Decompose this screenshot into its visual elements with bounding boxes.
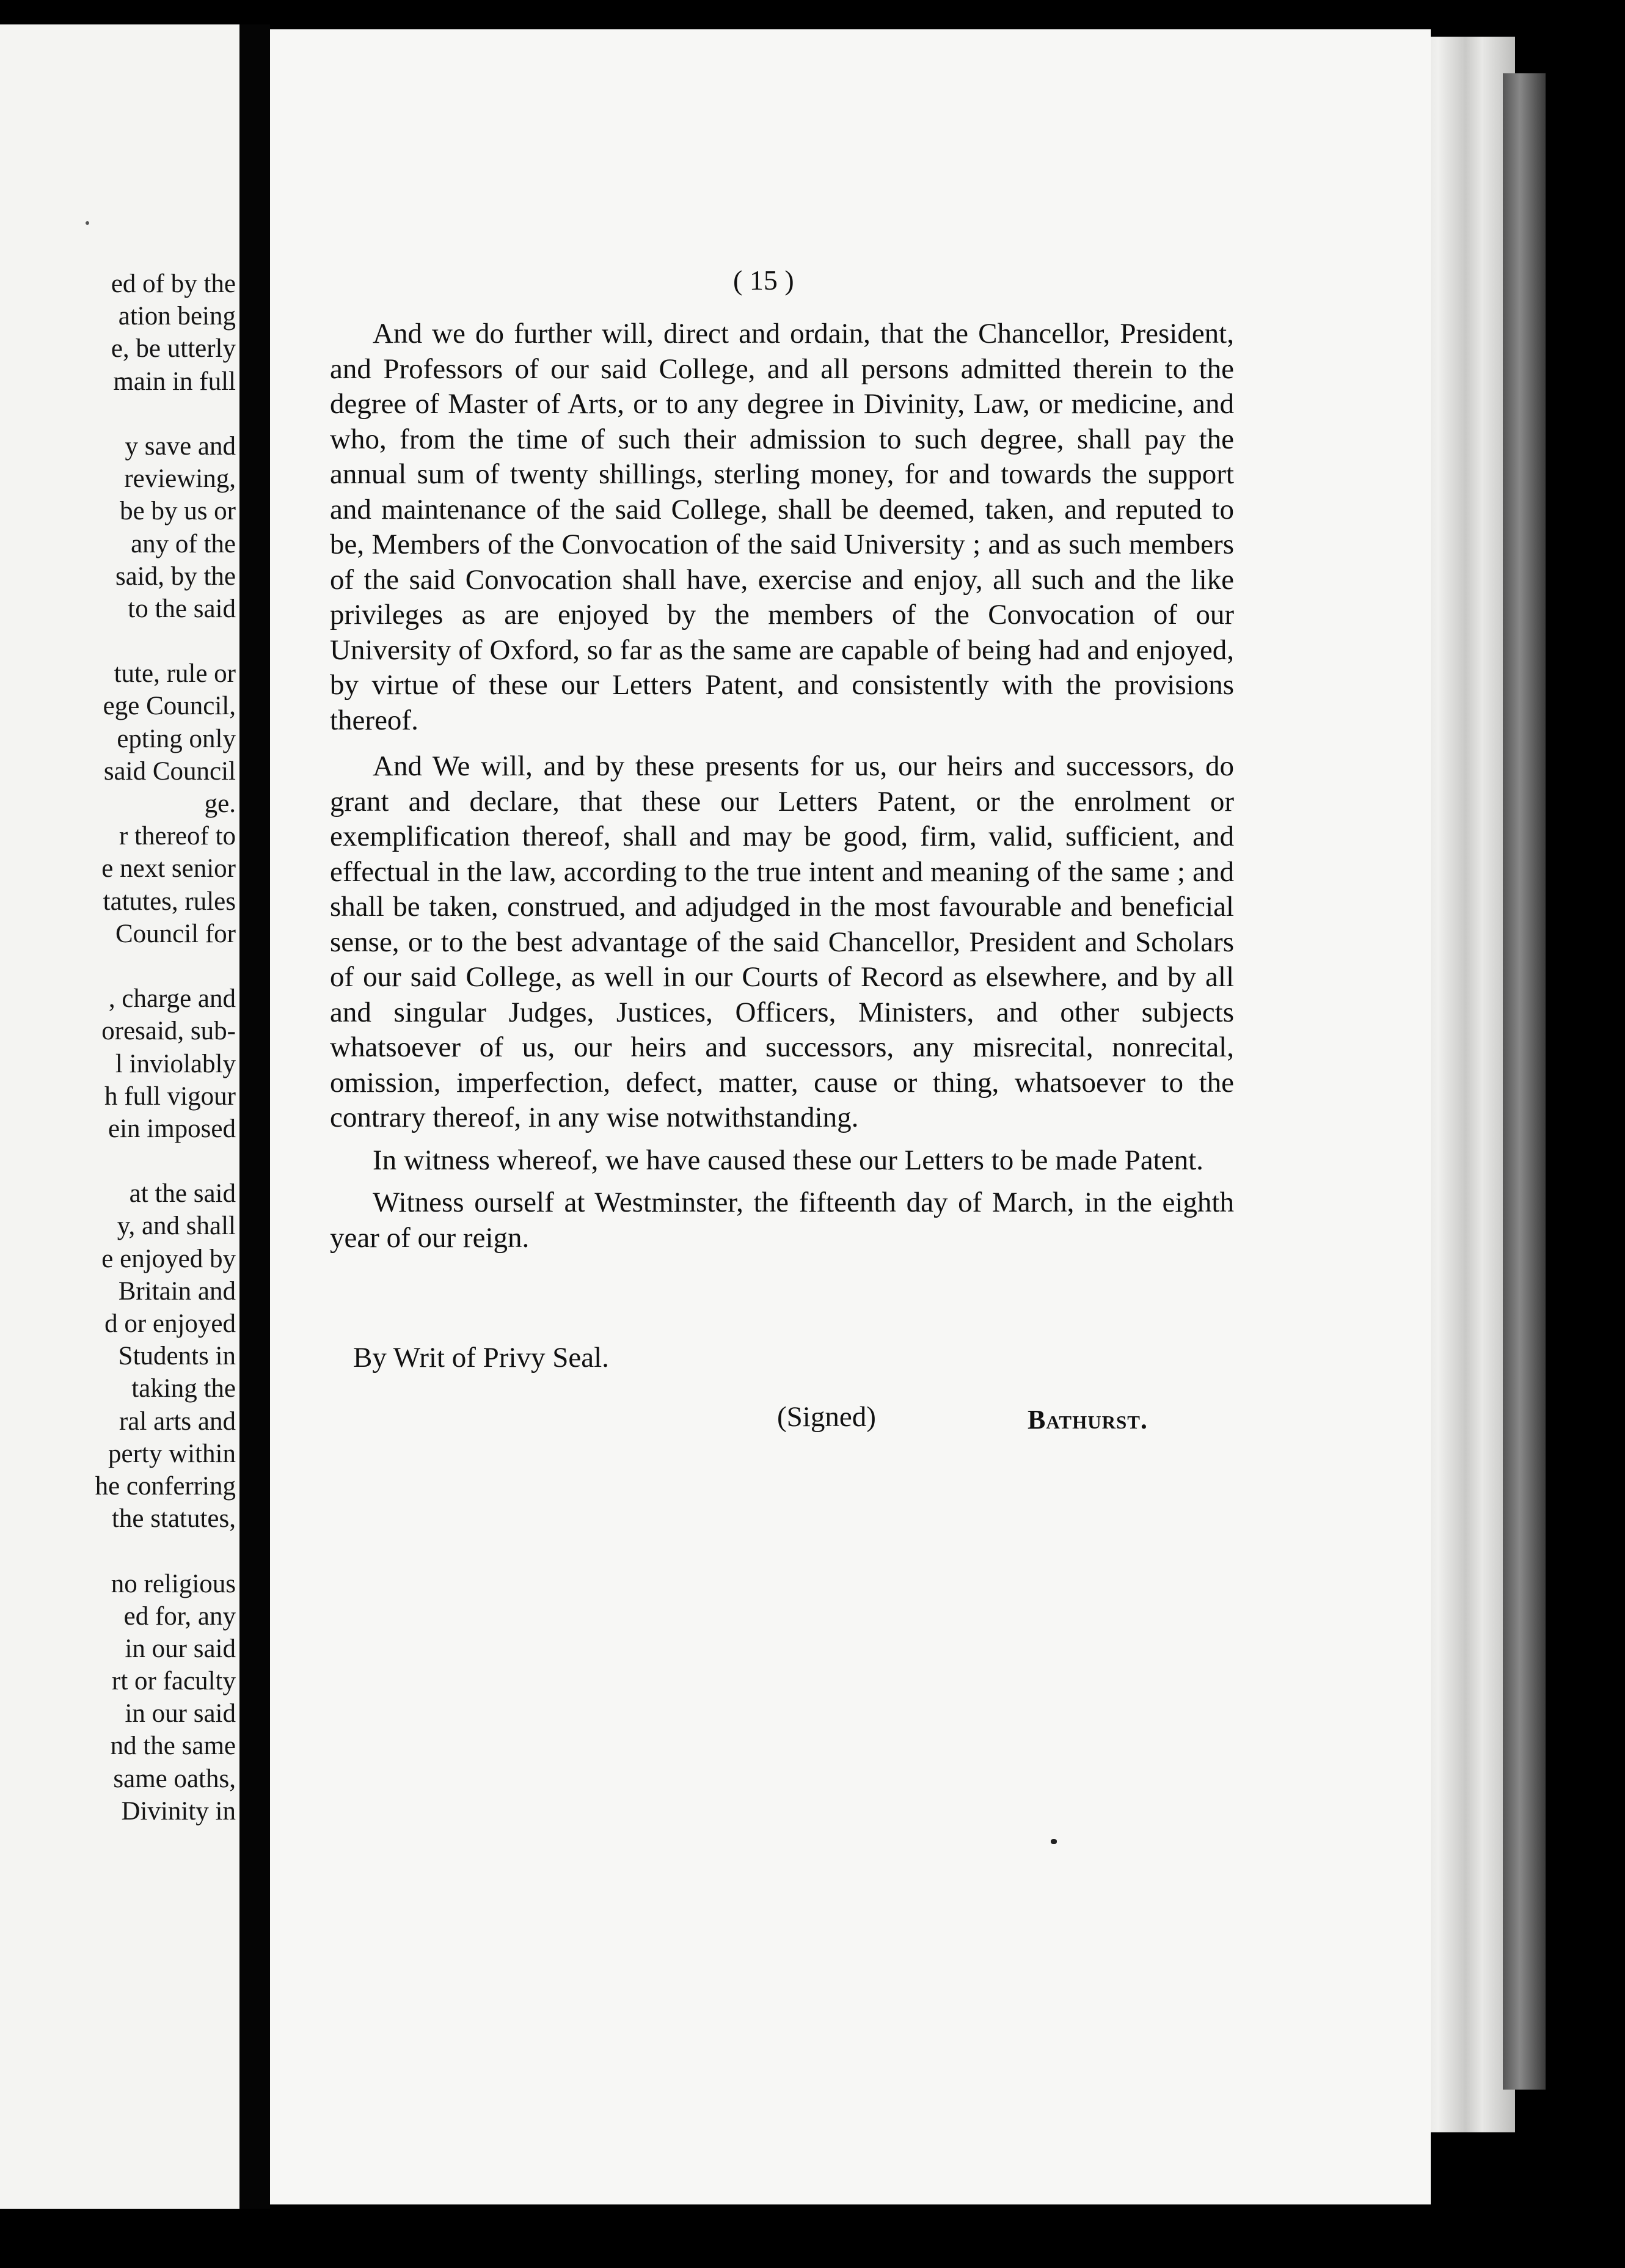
left-page-line: to the said [128, 594, 236, 623]
by-writ-line: By Writ of Privy Seal. [353, 1342, 609, 1374]
ink-speck [1051, 1839, 1057, 1844]
left-page-line: , charge and [108, 984, 236, 1014]
left-page-line: epting only [117, 724, 236, 753]
left-page-line: taking the [131, 1374, 236, 1403]
left-page-line: ral arts and [119, 1407, 236, 1436]
left-page-line: e, be utterly [111, 334, 236, 364]
left-page-line: ge. [204, 789, 236, 818]
left-page-line: Divinity in [121, 1796, 236, 1826]
left-page-line [0, 950, 236, 982]
left-page-line: perty within [108, 1439, 236, 1468]
paragraph-convocation: And we do further will, direct and ordain, that the Chancellor, President, and Professors of our said College, and all persons admitted therein to the degree of Master of Arts, or to any degree in Divinity, Law, or medicine, and who, from the time of such their admission to such degree, shall pay the annual sum of twenty shillings, sterling money, for and towards the support and maintenance of the said College, shall be deemed, taken, and reputed to be, Members of the Convocation of the said University ; and as such members of the said Convocation shall have, exercise and enjoy, all such and the like privileges as are enjoyed by the members of the Convocation of our University of Oxford, so far as the same are capable of being had and enjoyed, by virtue of these our Letters Patent, and consistently with the provisions thereof. [330, 318, 1234, 736]
left-page-line: he conferring [95, 1471, 236, 1501]
left-page-line: y, and shall [117, 1212, 236, 1241]
left-page-line: ation being [118, 302, 236, 331]
paragraph-grant: And We will, and by these presents for us, our heirs and successors, do grant and declare, that these our Letters Patent, or the enrolment or exemplification thereof, shall and may be good, firm, valid, sufficient, and effectual in the law, according to the true intent and meaning of the same ; and shall be taken, construed, and adjudged in the most favourable and beneficial sense, or to the best advantage of the said Chancellor, President and Scholars of our said College, as well in our Courts of Record as elsewhere, and by all and singular Judges, Justices, Officers, Ministers, and other subjects whatsoever of us, our heirs and successors, any misrecital, nonrecital, omission, imperfection, defect, matter, cause or thing, whatsoever to the contrary thereof, in any wise notwithstanding. [330, 750, 1234, 1133]
paragraph-westminster: Witness ourself at Westminster, the fifteenth day of March, in the eighth year of our reign. [330, 1187, 1234, 1254]
left-page-line: ege Council, [103, 692, 236, 721]
ink-speck [86, 221, 89, 225]
left-page-line: y save and [125, 431, 236, 461]
left-page-line: no religious [111, 1569, 236, 1598]
left-page-line: ed for, any [123, 1601, 236, 1631]
left-page-line [0, 1535, 236, 1567]
book-gutter [239, 24, 270, 2209]
left-facing-page [0, 24, 239, 2209]
left-page-line: said, by the [115, 562, 236, 591]
book-edge-shadow [1503, 73, 1546, 2090]
paragraph-witness-whereof: In witness whereof, we have caused these our Letters to be made Patent. [373, 1144, 1203, 1176]
left-page-line: d or enjoyed [104, 1309, 236, 1338]
left-page-line: Council for [115, 919, 236, 948]
left-page-line: ed of by the [111, 269, 236, 298]
left-page-line: same oaths, [113, 1764, 236, 1793]
left-page-line: the statutes, [111, 1504, 236, 1534]
left-page-text [0, 268, 236, 1827]
left-page-line: oresaid, sub- [101, 1017, 236, 1046]
signed-label: (Signed) [777, 1401, 876, 1433]
left-page-line: e next senior [101, 854, 236, 883]
left-page-line: l inviolably [115, 1049, 236, 1078]
left-page-line: ein imposed [108, 1114, 236, 1143]
left-page-line: reviewing, [124, 464, 236, 494]
body-text [330, 316, 1234, 1256]
left-page-line: tatutes, rules [103, 887, 236, 916]
page-number: ( 15 ) [733, 265, 794, 296]
left-page-line: in our said [125, 1699, 236, 1728]
left-page-line: Britain and [118, 1276, 236, 1306]
left-page-line [0, 398, 236, 430]
signer-name: Bathurst. [1028, 1405, 1148, 1435]
left-page-line: nd the same [110, 1732, 236, 1761]
left-page-line: at the said [129, 1179, 236, 1209]
left-page-line: in our said [125, 1634, 236, 1663]
left-page-line: r thereof to [119, 822, 236, 851]
left-page-line: main in full [113, 367, 236, 396]
left-page-line: e enjoyed by [101, 1244, 236, 1273]
left-page-line: be by us or [120, 497, 236, 526]
left-page-line: any of the [131, 529, 236, 558]
left-page-line [0, 1145, 236, 1177]
left-page-line: Students in [118, 1342, 236, 1371]
left-page-line [0, 625, 236, 657]
left-page-line: tute, rule or [114, 659, 236, 689]
left-page-line: rt or faculty [112, 1667, 236, 1696]
left-page-line: said Council [103, 756, 236, 786]
left-page-line: h full vigour [104, 1081, 236, 1111]
